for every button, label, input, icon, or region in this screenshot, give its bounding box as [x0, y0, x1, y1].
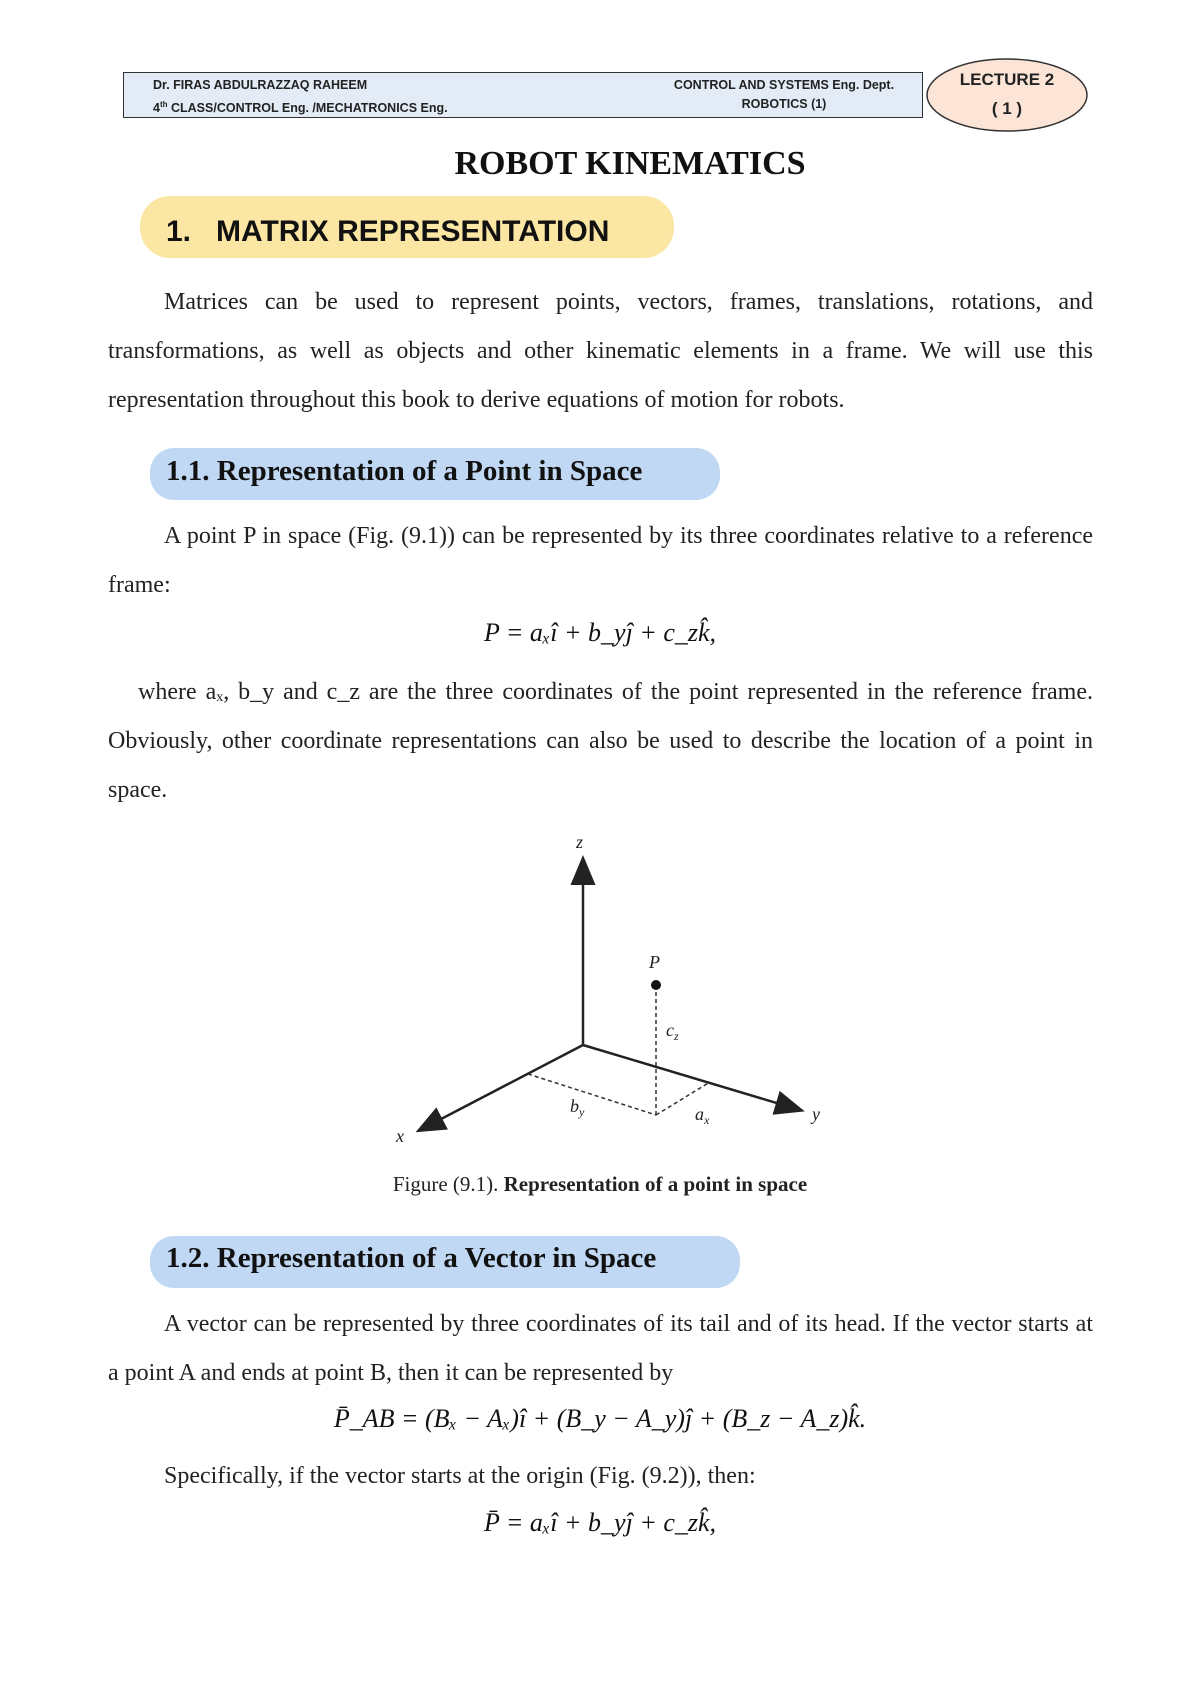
figure-caption: Figure (9.1). Representation of a point in space	[392, 1172, 808, 1196]
class-info: 4th CLASS/CONTROL Eng. /MECHATRONICS Eng.	[153, 100, 448, 116]
section-1-2-heading: 1.2. Representation of a Vector in Space	[166, 1242, 657, 1274]
section-1-1-heading: 1.1. Representation of a Point in Space	[166, 455, 643, 487]
label-p: P	[649, 952, 660, 972]
section-1-1-paragraph-1: A point P in space (Fig. (9.1)) can be represented by its three coordinates relative to a reference frame:	[108, 523, 1093, 598]
label-by: $b_y$	[570, 1096, 585, 1119]
lecture-part: ( 1 )	[991, 99, 1023, 118]
course-name: ROBOTICS (1)	[741, 97, 827, 111]
header-right	[650, 76, 918, 114]
page-title: ROBOT KINEMATICS	[454, 145, 806, 182]
proj-by	[528, 1074, 656, 1115]
section-1-1-paragraph-2: where aₓ, b_y and c_z are the three coordinates of the point represented in the reference frame. Obviously, other coordinate representations can also be used to describe the location of a point in space.	[108, 679, 1093, 803]
label-ax: $a_x$	[695, 1104, 710, 1127]
section-1-paragraph: Matrices can be used to represent points, vectors, frames, translations, rotations, and transformations, as well as objects and other kinematic elements in a frame. We will use this representation throughout this book to derive equations of motion for robots.	[108, 289, 1093, 413]
label-z: z	[576, 832, 584, 852]
header-left	[153, 76, 448, 118]
x-axis	[420, 1045, 583, 1130]
lecture-label	[924, 68, 1090, 120]
point-p	[651, 980, 661, 990]
label-cz: $c_z$	[666, 1020, 679, 1043]
lecture-number: LECTURE 2	[959, 70, 1055, 89]
label-y: y	[812, 1104, 820, 1124]
vector-equation-origin: P̄ = aₓî + b_yĵ + c_zk̂,	[483, 1508, 717, 1537]
section-1-heading: 1. MATRIX REPRESENTATION	[166, 215, 610, 248]
point-equation: P = aₓî + b_yĵ + c_zk̂,	[483, 618, 717, 647]
label-x: x	[396, 1126, 404, 1146]
section-1-2-paragraph-1: A vector can be represented by three coordinates of its tail and of its head. If the vector starts at a point A and ends at point B, then it can be represented by	[108, 1311, 1093, 1386]
y-axis	[583, 1045, 800, 1110]
department: CONTROL AND SYSTEMS Eng. Dept.	[673, 78, 895, 92]
figure-point-in-space	[380, 820, 840, 1150]
section-1-2-paragraph-2: Specifically, if the vector starts at the origin (Fig. (9.2)), then:	[164, 1463, 756, 1489]
vector-equation-ab: P̄_AB = (Bₓ − Aₓ)î + (B_y − A_y)ĵ + (B_z − A_z)k̂.	[333, 1404, 867, 1433]
author-name: Dr. FIRAS ABDULRAZZAQ RAHEEM	[153, 78, 368, 92]
